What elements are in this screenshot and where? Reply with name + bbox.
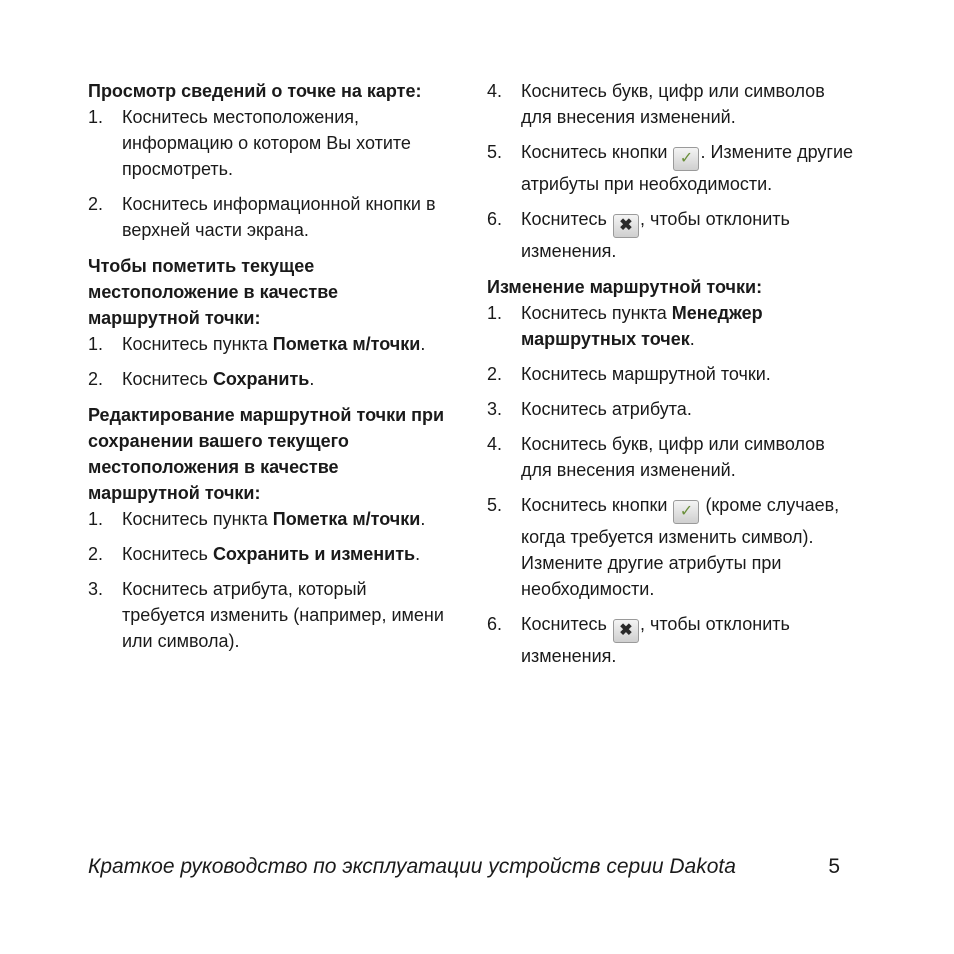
step-text: Коснитесь информационной кнопки в верхней части экрана. (122, 194, 436, 240)
list-item (88, 506, 448, 532)
step-text: Коснитесь атрибута. (521, 399, 692, 419)
section-change-waypoint (487, 274, 859, 669)
step-number: 6. (487, 614, 503, 634)
page-footer (88, 853, 840, 881)
section-mark-waypoint (88, 253, 448, 392)
list-item (487, 431, 859, 483)
step-text: . (309, 369, 315, 389)
step-list (487, 300, 859, 669)
step-text: (кроме случаев, когда требуется изменить символ). Измените другие атрибуты при необходимости. (521, 495, 840, 599)
step-text: Коснитесь пункта (521, 303, 672, 323)
step-text: Коснитесь (521, 209, 612, 229)
step-number: 2. (487, 364, 503, 384)
step-text: Коснитесь пункта (122, 509, 273, 529)
step-text: Коснитесь (122, 544, 213, 564)
step-number: 5. (487, 142, 503, 162)
step-text: Коснитесь маршрутной точки. (521, 364, 771, 384)
cancel-x-icon: ✖ (613, 214, 639, 238)
step-text: Коснитесь (521, 614, 612, 634)
step-text: . Измените другие атрибуты при необходимости. (521, 142, 854, 194)
step-bold-term: Пометка м/точки (272, 334, 421, 354)
step-number: 3. (487, 399, 503, 419)
step-text: . (420, 334, 426, 354)
step-number: 1. (487, 303, 503, 323)
step-text: Коснитесь букв, цифр или символов для внесения изменений. (521, 434, 825, 480)
step-text: , чтобы отклонить изменения. (521, 614, 790, 666)
section-heading: Изменение маршрутной точки: (487, 277, 763, 297)
step-text: Коснитесь кнопки (521, 142, 673, 162)
step-number: 4. (487, 434, 503, 454)
left-column (88, 78, 448, 664)
step-list (88, 104, 448, 243)
step-list (88, 506, 448, 654)
list-item (88, 366, 448, 392)
step-number: 2. (88, 369, 104, 389)
footer-title: Краткое руководство по эксплуатации устройств серии Dakota (88, 855, 736, 878)
step-bold-term: Сохранить и изменить (212, 544, 416, 564)
right-column (487, 78, 859, 679)
list-item (487, 396, 859, 422)
section-edit-continued (487, 78, 859, 264)
step-text: , чтобы отклонить изменения. (521, 209, 790, 261)
section-heading: Редактирование маршрутной точки при сохранении вашего текущего местоположения в качестве маршрутной точки: (88, 405, 445, 503)
step-number: 5. (487, 495, 503, 515)
list-item (487, 300, 859, 352)
checkmark-icon: ✓ (673, 500, 699, 524)
step-text: Коснитесь пункта (122, 334, 273, 354)
step-number: 1. (88, 509, 104, 529)
list-item (487, 492, 859, 602)
step-text: Коснитесь местоположения, информацию о котором Вы хотите просмотреть. (122, 107, 411, 179)
step-number: 2. (88, 544, 104, 564)
step-text: . (420, 509, 426, 529)
step-number: 6. (487, 209, 503, 229)
list-item (487, 78, 859, 130)
list-item (88, 191, 448, 243)
step-number: 2. (88, 194, 104, 214)
step-text: Коснитесь атрибута, который требуется изменить (например, имени или символа). (122, 579, 444, 651)
list-item (487, 611, 859, 669)
step-text: . (415, 544, 421, 564)
list-item (88, 576, 448, 654)
section-view-point-info (88, 78, 448, 243)
section-edit-waypoint-on-save (88, 402, 448, 654)
section-heading: Чтобы пометить текущее местоположение в качестве маршрутной точки: (88, 256, 339, 328)
list-item (487, 139, 859, 197)
cancel-x-icon: ✖ (613, 619, 639, 643)
list-item (88, 331, 448, 357)
step-list (88, 331, 448, 392)
list-item (88, 104, 448, 182)
page-number: 5 (828, 855, 840, 878)
step-number: 1. (88, 334, 104, 354)
step-text: Коснитесь (122, 369, 213, 389)
step-bold-term: Пометка м/точки (272, 509, 421, 529)
step-number: 4. (487, 81, 503, 101)
step-number: 3. (88, 579, 104, 599)
step-bold-term: Менеджер маршрутных точек (521, 303, 763, 349)
step-text: Коснитесь букв, цифр или символов для внесения изменений. (521, 81, 825, 127)
step-text: Коснитесь кнопки (521, 495, 673, 515)
section-heading: Просмотр сведений о точке на карте: (88, 81, 422, 101)
checkmark-icon: ✓ (673, 147, 699, 171)
step-text: . (689, 329, 695, 349)
step-number: 1. (88, 107, 104, 127)
list-item (88, 541, 448, 567)
list-item (487, 206, 859, 264)
list-item (487, 361, 859, 387)
step-bold-term: Сохранить (212, 369, 310, 389)
step-list (487, 78, 859, 264)
